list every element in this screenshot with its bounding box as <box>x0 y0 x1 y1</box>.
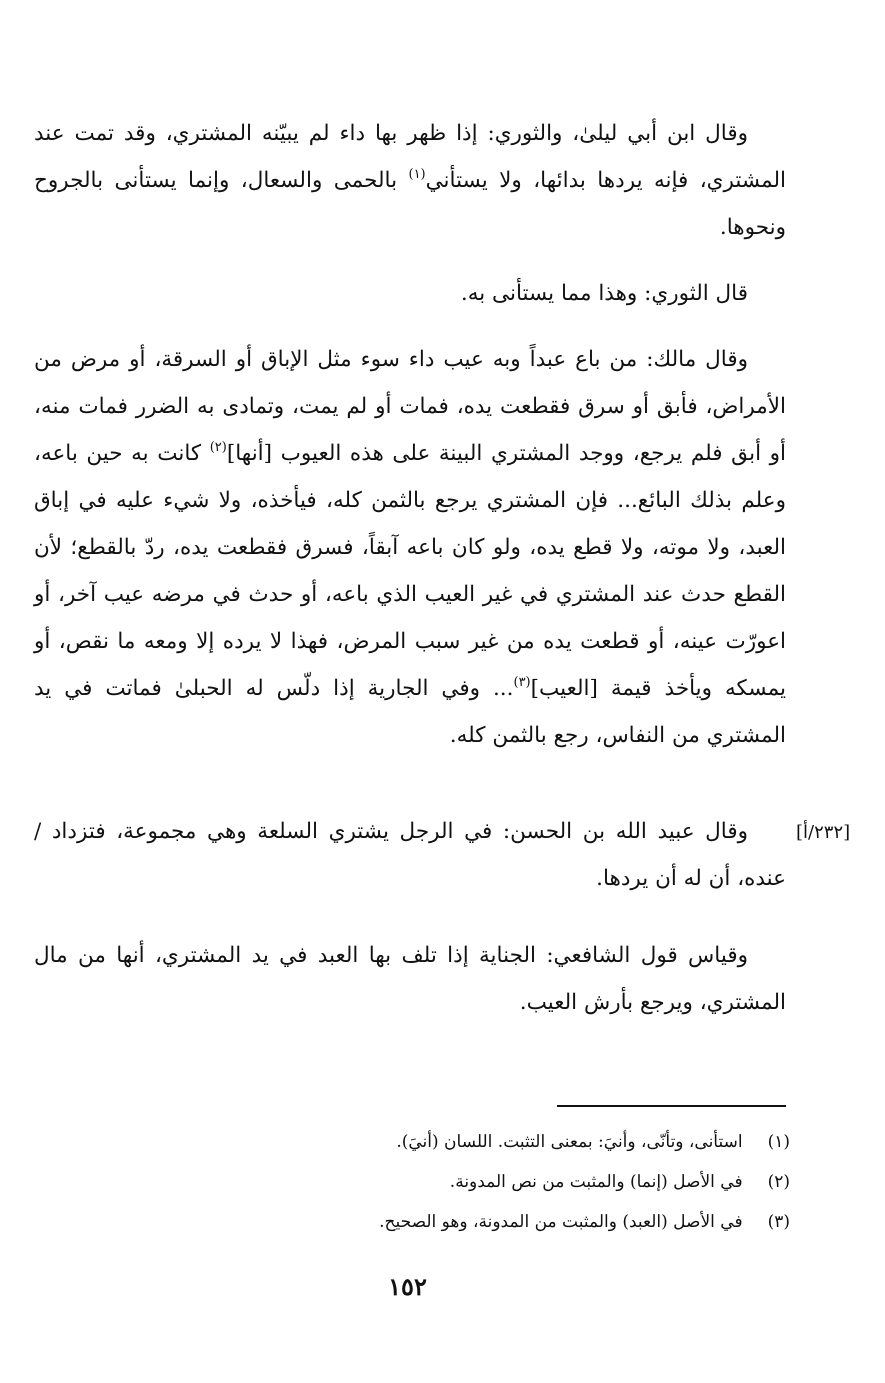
footnote-text: في الأصل (العبد) والمثبت من المدونة، وهو الصحيح. <box>379 1212 743 1232</box>
text-run: وقال ابن أبي ليلىٰ، والثوري: إذا ظهر بها داء لم يبيّنه المشتري، وقد تمت عند المشتري، فإنه يردها بدائها، ولا يستأني <box>34 121 786 193</box>
footnote-marker: (٢) <box>209 440 227 455</box>
text-run: وقياس قول الشافعي: الجناية إذا تلف بها العبد في يد المشتري، أنها من مال المشتري، ويرجع بأرش العيب. <box>34 943 786 1015</box>
paragraph-ubaydullah <box>34 808 786 902</box>
paragraph-shafii <box>34 932 786 1026</box>
text-run: بالحمى والسعال، وإنما يستأنى بالجروح ونحوها. <box>34 168 786 240</box>
text-run: وقال مالك: من باع عبداً وبه عيب داء سوء مثل الإباق أو السرقة، أو مرض من الأمراض، فأبق أو سرق فقطعت يده، فمات أو لم يمت، وتمادى به الضرر فمات منه، أو أبق فلم يرجع، ووجد المشتري البينة على هذه العيوب [أنها] <box>34 347 786 466</box>
footnotes <box>200 1122 790 1242</box>
footnote-separator <box>557 1105 786 1107</box>
paragraph-thawri <box>34 270 786 317</box>
footnote-number: (٣) <box>767 1212 790 1232</box>
footnote-marker: (٣) <box>513 675 531 690</box>
footnote-text: استأنى، وتأنّى، وأنيَ: بمعنى التثبت. اللسان (أنيَ). <box>396 1132 743 1152</box>
footnote-number: (٢) <box>767 1172 790 1192</box>
page-number: ١٥٢ <box>388 1272 427 1301</box>
manuscript-folio-reference: [٢٣٢/أ] <box>796 822 851 843</box>
text-run: قال الثوري: وهذا مما يستأنى به. <box>460 281 748 306</box>
text-run: وقال عبيد الله بن الحسن: في الرجل يشتري السلعة وهي مجموعة، فتزداد / عنده، أن له أن يردها. <box>34 819 786 891</box>
footnote-3 <box>200 1202 790 1242</box>
paragraph-ibn-abi-layla <box>34 110 786 251</box>
footnote-text: في الأصل (إنما) والمثبت من نص المدونة. <box>449 1172 743 1192</box>
text-run: كانت به حين باعه، وعلم بذلك البائع... فإن المشتري يرجع بالثمن كله، فيأخذه، ولا شيء عليه في إباق العبد، ولا موته، ولا قطع يده، ولو كان باعه آبقاً، فسرق فقطعت يده، ردّ بالقطع؛ لأن القطع حدث عند المشتري في غير العيب الذي باعه، أو حدث في مرضه عيب آخر، أو اعورّت عينه، أو قطعت يده من غير سبب المرض، فهذا لا يرده إلا ومعه ما نقص، أو يمسكه ويأخذ قيمة [العيب] <box>34 441 786 701</box>
footnote-number: (١) <box>767 1132 790 1152</box>
footnote-2 <box>200 1162 790 1202</box>
paragraph-malik <box>34 336 786 759</box>
text-run: ... وفي الجارية إذا دلّس له الحبلىٰ فماتت في يد المشتري من النفاس، رجع بالثمن كله. <box>34 676 786 748</box>
footnote-1 <box>200 1122 790 1162</box>
footnote-marker: (١) <box>408 167 426 182</box>
